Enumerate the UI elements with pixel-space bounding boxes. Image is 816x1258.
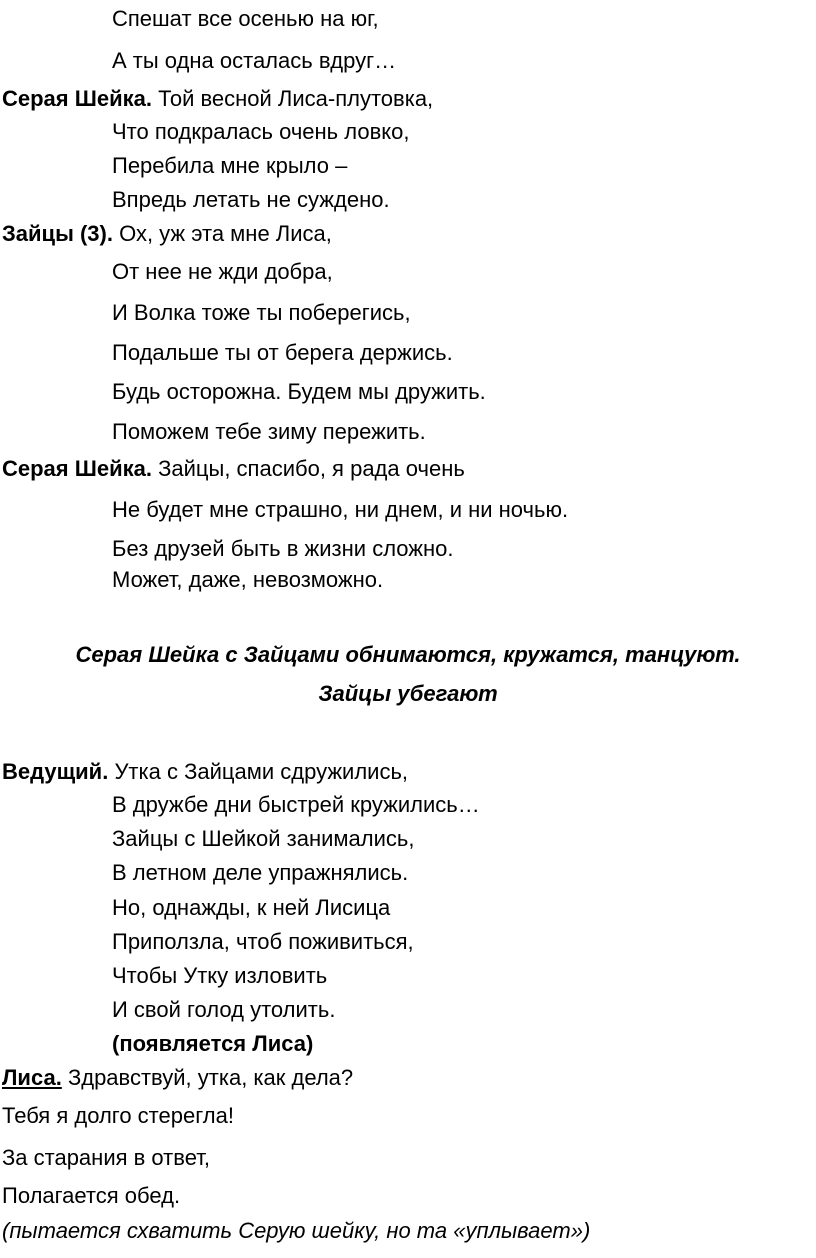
- speaker-line: [2, 1065, 353, 1091]
- verse-text: Здравствуй, утка, как дела?: [67, 1065, 354, 1090]
- verse-line: Будь осторожна. Будем мы дружить.: [112, 379, 486, 404]
- speaker-name: Серая Шейка.: [2, 456, 152, 481]
- stage-note: (появляется Лиса): [112, 1031, 314, 1056]
- verse-line: Перебила мне крыло –: [112, 153, 348, 178]
- verse-line: От нее не жди добра,: [112, 259, 333, 284]
- verse-line: Но, однажды, к ней Лисица: [112, 895, 391, 920]
- verse-line: Поможем тебе зиму пережить.: [112, 419, 426, 444]
- stage-direction: Зайцы убегают: [318, 681, 498, 706]
- verse-line: А ты одна осталась вдруг…: [112, 48, 397, 73]
- speaker-line: [2, 759, 408, 785]
- verse-line: В дружбе дни быстрей кружились…: [112, 792, 480, 817]
- speaker-name: Ведущий.: [2, 759, 109, 784]
- verse-text: Ох, уж эта мне Лиса,: [119, 221, 332, 246]
- speaker-line: [2, 456, 465, 482]
- verse-line: Без друзей быть в жизни сложно.: [112, 536, 454, 561]
- verse-line: Приползла, чтоб поживиться,: [112, 929, 414, 954]
- stage-direction: (пытается схватить Серую шейку, но та «уплывает»): [2, 1218, 591, 1243]
- verse-line: Что подкралась очень ловко,: [112, 119, 410, 144]
- stage-direction: Серая Шейка с Зайцами обнимаются, кружатся, танцуют.: [75, 642, 741, 667]
- verse-line: Полагается обед.: [2, 1183, 181, 1208]
- verse-line: Зайцы с Шейкой занимались,: [112, 826, 415, 851]
- verse-line: И свой голод утолить.: [112, 997, 336, 1022]
- verse-line: И Волка тоже ты поберегись,: [112, 300, 411, 325]
- speaker-name: Зайцы (3).: [2, 221, 113, 246]
- verse-line: Чтобы Утку изловить: [112, 963, 328, 988]
- verse-line: Тебя я долго стерегла!: [2, 1103, 234, 1128]
- verse-line: Впредь летать не суждено.: [112, 187, 390, 212]
- verse-line: Может, даже, невозможно.: [112, 567, 384, 592]
- verse-line: Спешат все осенью на юг,: [112, 6, 379, 31]
- speaker-name: Лиса.: [2, 1065, 62, 1090]
- verse-text: Утка с Зайцами сдружились,: [114, 759, 409, 784]
- verse-line: За старания в ответ,: [2, 1145, 210, 1170]
- verse-text: Той весной Лиса-плутовка,: [158, 86, 434, 111]
- verse-line: Подальше ты от берега держись.: [112, 340, 453, 365]
- verse-line: В летном деле упражнялись.: [112, 860, 409, 885]
- speaker-name: Серая Шейка.: [2, 86, 152, 111]
- speaker-line: [2, 86, 433, 112]
- verse-line: Не будет мне страшно, ни днем, и ни ночью.: [112, 497, 569, 522]
- verse-text: Зайцы, спасибо, я рада очень: [158, 456, 465, 481]
- speaker-line: [2, 221, 332, 247]
